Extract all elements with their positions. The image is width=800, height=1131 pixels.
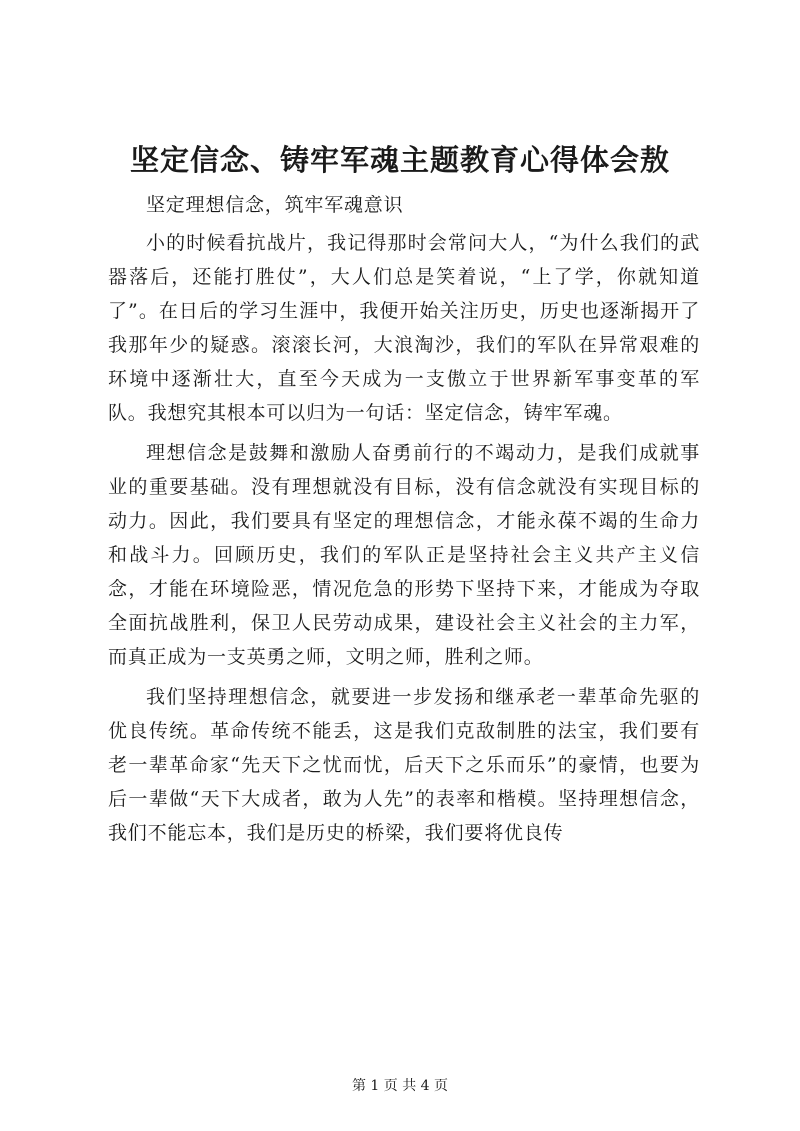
page-indicator: 第 1 页 共 4 页 bbox=[351, 1078, 449, 1094]
document-title: 坚定信念、铸牢军魂主题教育心得体会敖 bbox=[129, 143, 670, 177]
document-body bbox=[108, 188, 700, 856]
paragraph-2: 理想信念是鼓舞和激励人奋勇前行的不竭动力，是我们成就事业的重要基础。没有理想就没有目标，没有信念就没有实现目标的动力。因此，我们要具有坚定的理想信念，才能永葆不竭的生命力和战斗力。回顾历史，我们的军队正是坚持社会主义共产主义信念，才能在环境险恶，情况危急的形势下坚持下来，才能成为夺取全面抗战胜利，保卫人民劳动成果，建设社会主义社会的主力军，而真正成为一支英勇之师，文明之师，胜利之师。 bbox=[108, 442, 700, 668]
paragraph-1: 小的时候看抗战片，我记得那时会常问大人，“为什么我们的武器落后，还能打胜仗”，大人们总是笑着说，“上了学，你就知道了”。在日后的学习生涯中，我便开始关注历史，历史也逐渐揭开了我那年少的疑惑。滚滚长河，大浪淘沙，我们的军队在异常艰难的环境中逐渐壮大，直至今天成为一支傲立于世界新军事变革的军队。我想究其根本可以归为一句话：坚定信念，铸牢军魂。 bbox=[108, 232, 700, 424]
page-footer bbox=[0, 1076, 800, 1096]
document-subtitle: 坚定理想信念，筑牢军魂意识 bbox=[146, 194, 404, 216]
paragraph-3: 我们坚持理想信念，就要进一步发扬和继承老一辈革命先驱的优良传统。革命传统不能丢，这是我们克敌制胜的法宝，我们要有老一辈革命家“先天下之忧而忧，后天下之乐而乐”的豪情，也要为后一辈做“天下大成者，敢为人先”的表率和楷模。坚持理想信念，我们不能忘本，我们是历史的桥梁，我们要将优良传 bbox=[108, 686, 700, 844]
